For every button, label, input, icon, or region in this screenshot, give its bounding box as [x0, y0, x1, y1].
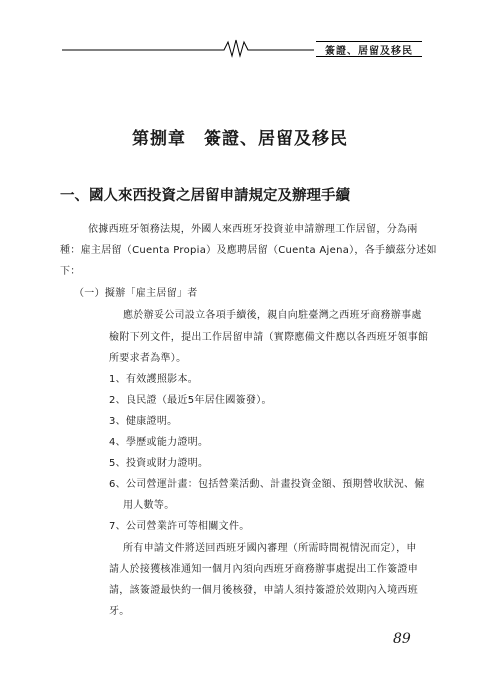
- paragraph-line: 所有申請文件將送回西班牙國內審理（所需時間視情況而定），申: [123, 543, 417, 554]
- section-title: 一、國人來西投資之居留申請規定及辦理手續: [60, 187, 350, 204]
- paragraph-line: 應於辦妥公司設立各項手續後，親自向駐臺灣之西班牙商務辦事處: [123, 310, 422, 321]
- intro-line-2: 種：雇主居留（Cuenta Propia）及應聘居留（Cuenta Ajena），各手續茲分述如: [60, 245, 437, 256]
- paragraph-line: 所要求者為準）。: [109, 353, 187, 364]
- list-item: 4、學歷或能力證明。: [109, 437, 209, 448]
- paragraph-line: 牙。: [109, 606, 130, 617]
- list-item-continuation: 用人數等。: [123, 500, 175, 511]
- intro-line-3: 下：: [60, 266, 81, 277]
- list-item: 1、有效護照影本。: [109, 374, 199, 385]
- list-item: 7、公司營業許可等相關文件。: [109, 521, 250, 532]
- intro-line-1: 依據西班牙領務法規，外國人來西班牙投資並申請辦理工作居留，分為兩: [88, 224, 418, 235]
- running-header: [62, 38, 427, 58]
- running-title: 簽證、居留及移民: [316, 41, 422, 57]
- subsection-heading: （一）擬辦「雇主居留」者: [74, 288, 198, 299]
- paragraph-line: 請，該簽證最快約一個月後核發，申請人須持簽證於效期內入境西班: [109, 585, 418, 596]
- list-item: 5、投資或財力證明。: [109, 458, 209, 469]
- chapter-title: 第捌章 簽證、居留及移民: [132, 129, 348, 149]
- list-item: 6、公司營運計畫：包括營業活動、計畫投資金額、預期營收狀況、僱: [109, 479, 425, 490]
- list-item: 3、健康證明。: [109, 416, 178, 427]
- paragraph-line: 請人於接獲核准通知一個月內須向西班牙商務辦事處提出工作簽證申: [109, 564, 418, 575]
- paragraph-line: 檢附下列文件，提出工作居留申請（實際應備文件應以各西班牙領事館: [109, 332, 429, 343]
- page-number: 89: [393, 631, 411, 647]
- list-item: 2、良民證（最近5年居住國簽發）。: [109, 395, 272, 406]
